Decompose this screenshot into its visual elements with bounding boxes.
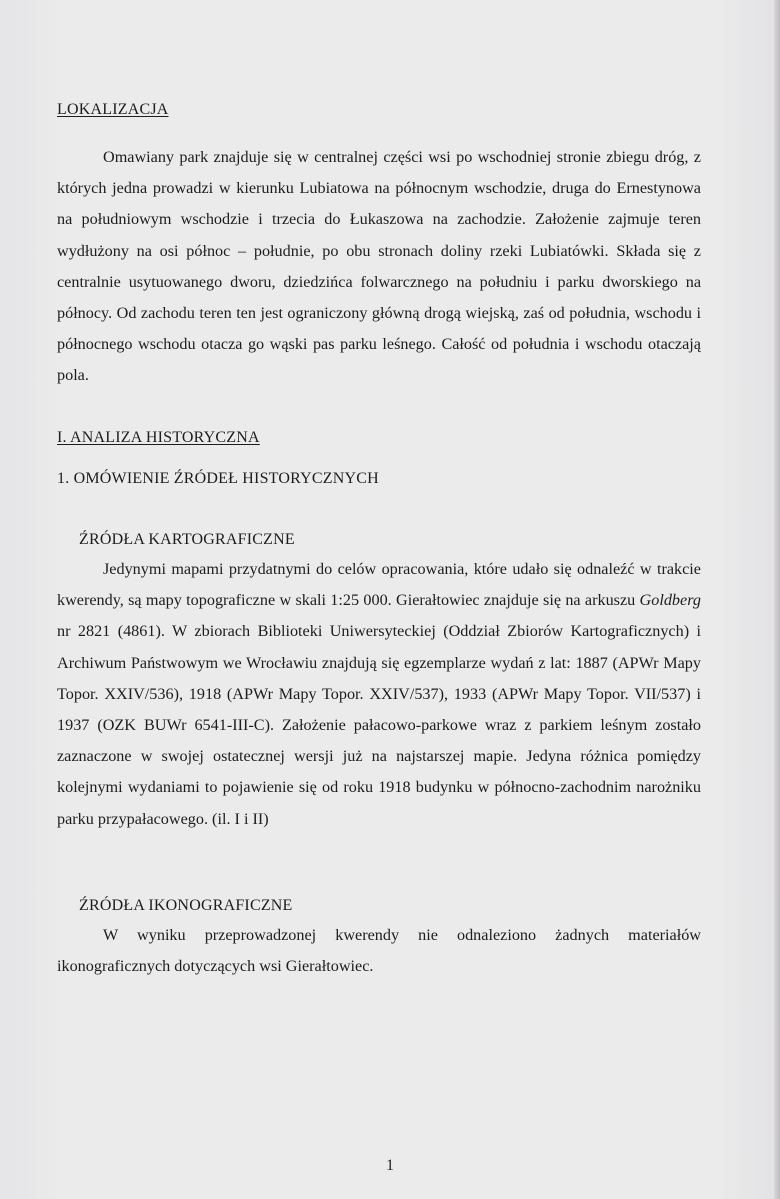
page-edge xyxy=(774,0,780,1199)
section-title-analysis: I. ANALIZA HISTORYCZNA xyxy=(57,429,260,446)
location-paragraph: Omawiany park znajduje się w centralnej części wsi po wschodniej stronie zbiegu dróg, z których jedna prowadzi w kierunku Lubiatowa na północnym wschodzie, druga do Ernestynowa na południowym wschodzie i trzecia do Łukaszowa na zachodzie. Założenie zajmuje teren wydłużony na osi północ – południe, po obu stronach doliny rzeki Lubiatówki. Składa się z centralnie usytuowanego dworu, dziedzińca folwarcznego na południu i parku dworskiego na północy. Od zachodu teren ten jest ograniczony główną drogą wiejską, zaś od południa, wschodu i północnego wschodu otacza go wąski pas parku leśnego. Całość od południa i wschodu otaczają pola. xyxy=(57,148,701,385)
page-number: 1 xyxy=(386,1157,394,1174)
iconographic-title: ŹRÓDŁA IKONOGRAFICZNE xyxy=(79,897,293,914)
cartographic-text-1: Jedynymi mapami przydatnymi do celów opracowania, które udało się odnaleźć w trakcie kwerendy, są mapy topograficzne w skali 1:25 000. Gierałtowiec znajduje się na arkuszu xyxy=(57,560,701,610)
map-sheet-name: Goldberg xyxy=(639,591,701,610)
section-title-location: LOKALIZACJA xyxy=(57,101,169,118)
section-subtitle-sources: 1. OMÓWIENIE ŹRÓDEŁ HISTORYCZNYCH xyxy=(57,470,379,487)
cartographic-paragraph xyxy=(57,554,701,835)
iconographic-paragraph: W wyniku przeprowadzonej kwerendy nie odnaleziono żadnych materiałów ikonograficznych dotyczących wsi Gierałtowiec. xyxy=(57,926,701,976)
cartographic-text-2: nr 2821 (4861). W zbiorach Biblioteki Uniwersyteckiej (Oddział Zbiorów Kartograficznych) i Archiwum Państwowym we Wrocławiu znajdują się egzemplarze wydań z lat: 1887 (APWr Mapy Topor. XXIV/536), 1918 (APWr Mapy Topor. XXIV/537), 1933 (APWr Mapy Topor. VII/537) i 1937 (OZK BUWr 6541-III-C). Założenie pałacowo-parkowe wraz z parkiem leśnym zostało zaznaczone w swojej ostatecznej wersji już na najstarszej mapie. Jedyna różnica pomiędzy kolejnymi wydaniami to pojawienie się od roku 1918 budynku w północno-zachodnim narożniku parku przypałacowego. (il. I i II) xyxy=(57,622,701,828)
cartographic-title: ŹRÓDŁA KARTOGRAFICZNE xyxy=(79,531,295,548)
